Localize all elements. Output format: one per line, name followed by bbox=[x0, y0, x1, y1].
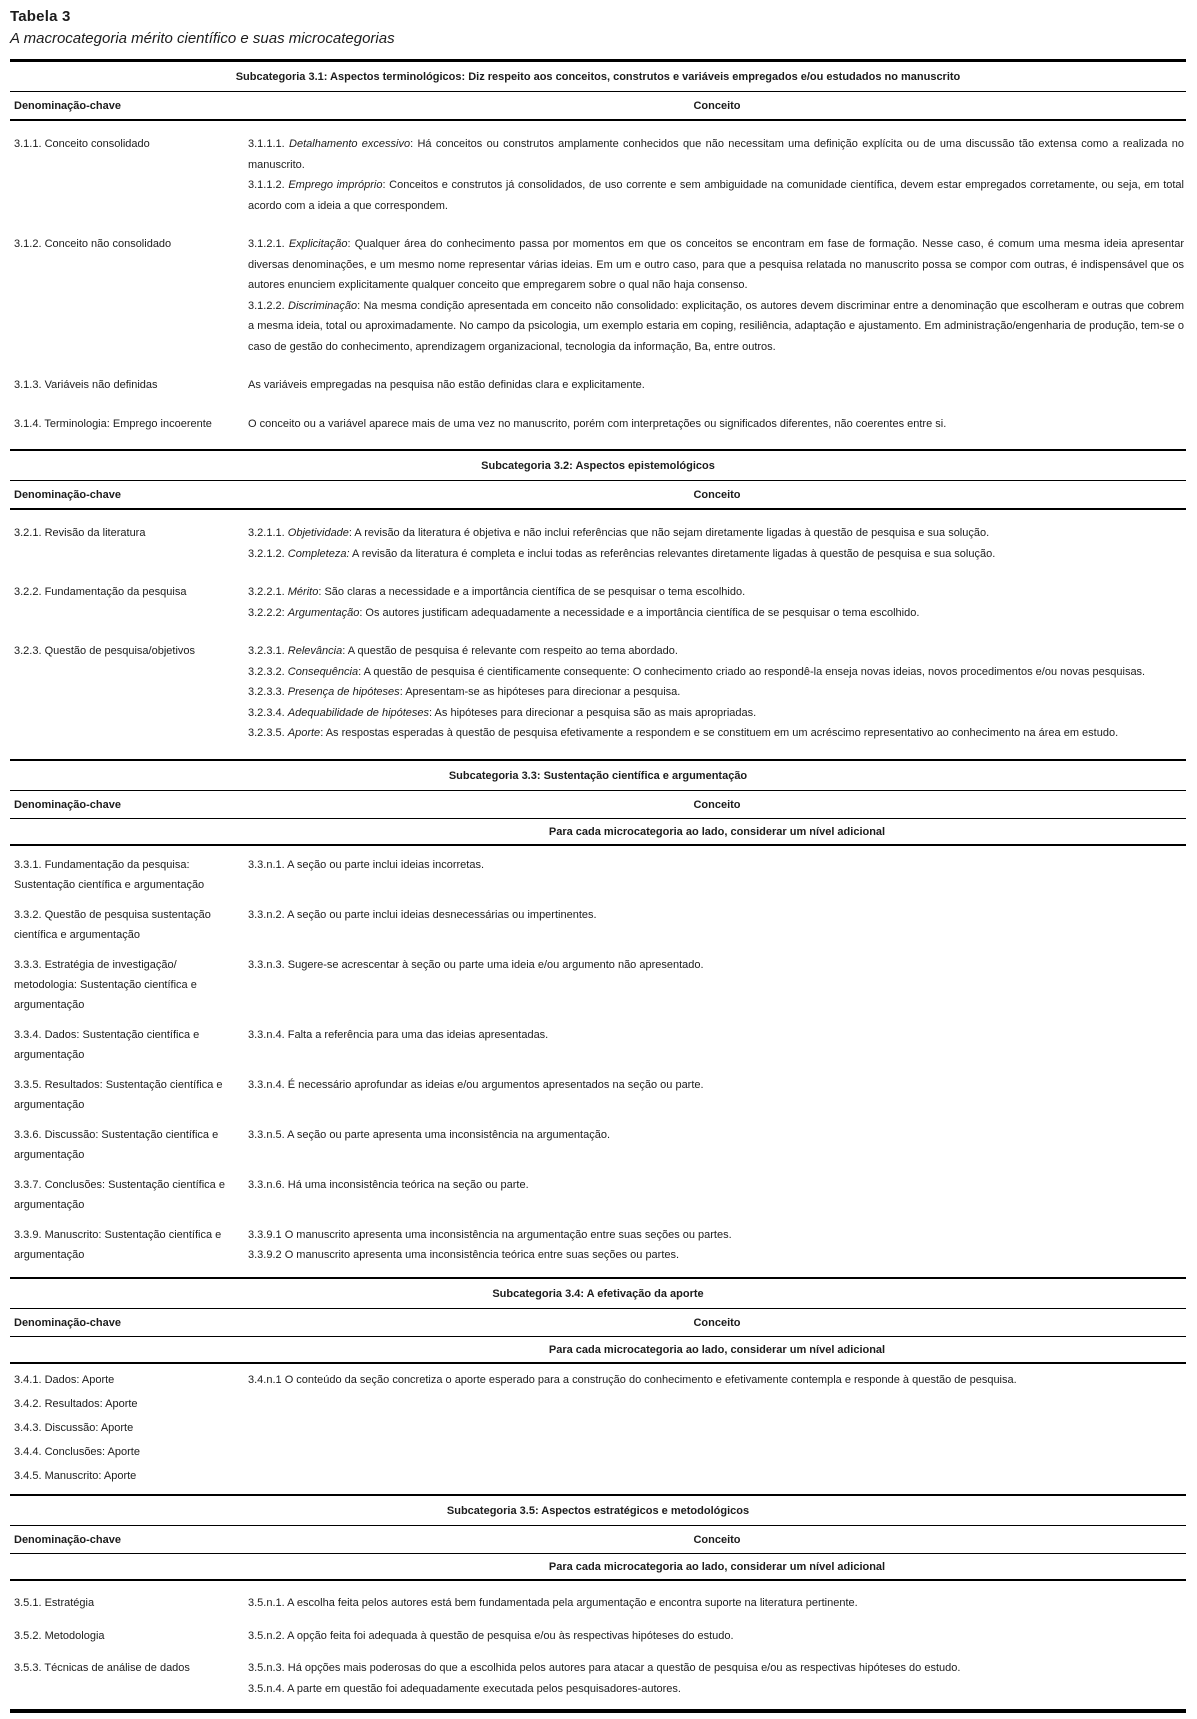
concept-name: Relevância bbox=[287, 645, 343, 657]
row-conceito bbox=[248, 1225, 1186, 1266]
row-denominacao: 3.4.5. Manuscrito: Aporte bbox=[14, 1470, 137, 1482]
table-row bbox=[10, 1392, 1186, 1416]
concept-item bbox=[248, 1125, 1184, 1146]
row-denominacao: 3.3.3. Estratégia de investigação/ metodologia: Sustentação científica e argumentação bbox=[14, 958, 197, 1011]
row-conceito bbox=[248, 234, 1186, 357]
row-denominacao: 3.2.2. Fundamentação da pesquisa bbox=[14, 586, 187, 598]
table-row bbox=[10, 225, 1186, 366]
table-row bbox=[10, 405, 1186, 444]
concept-number: 3.1.1.2. bbox=[248, 179, 285, 191]
column-header-conceito: Conceito bbox=[693, 100, 741, 112]
table-row bbox=[10, 950, 1186, 1020]
table-row bbox=[10, 1020, 1186, 1070]
concept-text: : A questão de pesquisa é cientificamente consequente: O conhecimento criado ao respondê-la enseja novas ideias, novos procedimentos e/ou novas pesquisas. bbox=[358, 665, 1146, 678]
concept-name: Explicitação bbox=[288, 238, 348, 250]
table-row bbox=[10, 1220, 1186, 1271]
column-header-conceito: Conceito bbox=[693, 798, 741, 811]
concept-item bbox=[248, 1025, 1184, 1046]
row-conceito bbox=[248, 1025, 1186, 1065]
column-header-conceito: Conceito bbox=[693, 489, 741, 501]
concept-text: O conceito ou a variável aparece mais de uma vez no manuscrito, porém com interpretações ou significados diferentes, não coerentes entre si. bbox=[248, 417, 947, 430]
section-body bbox=[10, 1364, 1186, 1495]
row-conceito bbox=[248, 1418, 1186, 1438]
concept-text: : As hipóteses para direcionar a pesquisa são as mais apropriadas. bbox=[429, 706, 757, 719]
concept-name: Discriminação bbox=[288, 299, 358, 312]
row-denominacao: 3.3.4. Dados: Sustentação científica e argumentação bbox=[14, 1028, 200, 1061]
concept-item bbox=[248, 641, 1184, 662]
concept-text: : As respostas esperadas à questão de pesquisa efetivamente a respondem e se constituem em um acréscimo representativo ao conhecimento na área em estudo. bbox=[320, 727, 1119, 739]
section-header: Subcategoria 3.1: Aspectos terminológicos: Diz respeito aos conceitos, construtos e variáveis empregados e/ou estudados no manuscrito bbox=[10, 62, 1186, 92]
column-header-denominacao-chave: Denominação-chave bbox=[14, 100, 121, 112]
concept-number: 3.2.3.2. bbox=[248, 665, 285, 678]
concept-item bbox=[248, 723, 1184, 744]
row-conceito bbox=[248, 1394, 1186, 1414]
concept-text: 3.3.9.1 O manuscrito apresenta uma inconsistência na argumentação entre suas seções ou partes. bbox=[248, 1228, 732, 1241]
row-conceito bbox=[248, 1593, 1186, 1614]
column-header-conceito: Conceito bbox=[693, 1534, 741, 1546]
column-header-row bbox=[10, 92, 1186, 121]
row-conceito bbox=[248, 1466, 1186, 1486]
concept-text: 3.3.n.1. A seção ou parte inclui ideias incorretas. bbox=[248, 858, 485, 871]
row-denominacao: 3.3.1. Fundamentação da pesquisa: Sustentação científica e argumentação bbox=[14, 858, 205, 891]
concept-item bbox=[248, 1245, 1184, 1266]
table-section bbox=[10, 59, 1186, 449]
concept-number: 3.2.1.1. bbox=[248, 527, 285, 539]
table-row bbox=[10, 850, 1186, 900]
table-row bbox=[10, 1120, 1186, 1170]
section-note-row bbox=[10, 819, 1186, 846]
concept-item bbox=[248, 296, 1184, 358]
concept-text: : Qualquer área do conhecimento passa por momentos em que os conceitos se encontram em fase de formação. Nesse caso, é comum uma mesma ideia apresentar diversas denominações, e um mesmo nome representar várias ideias. Em um e outro caso, para que a pesquisa relatada no manuscrito possa se compor com outras, é indispensável que os autores enunciem explicitamente qualquer conceito que empregarem sobre o qual não haja consenso. bbox=[248, 238, 1184, 291]
row-denominacao: 3.4.2. Resultados: Aporte bbox=[14, 1398, 138, 1410]
concept-name: Presença de hipóteses bbox=[287, 686, 400, 698]
table-row bbox=[10, 1170, 1186, 1220]
section-note: Para cada microcategoria ao lado, considerar um nível adicional bbox=[548, 825, 886, 838]
section-note-row bbox=[10, 1554, 1186, 1581]
concept-text: 3.3.n.3. Sugere-se acrescentar à seção ou parte uma ideia e/ou argumento não apresentado. bbox=[248, 958, 704, 971]
row-denominacao: 3.3.5. Resultados: Sustentação científica e argumentação bbox=[14, 1078, 223, 1111]
table-row bbox=[10, 900, 1186, 950]
row-conceito bbox=[248, 1175, 1186, 1215]
table-row bbox=[10, 1585, 1186, 1618]
table-section bbox=[10, 449, 1186, 759]
concept-item bbox=[248, 1225, 1184, 1246]
concept-name: Aporte bbox=[287, 727, 321, 739]
table-label: Tabela 3 bbox=[10, 8, 71, 25]
row-denominacao: 3.2.3. Questão de pesquisa/objetivos bbox=[14, 645, 196, 657]
concept-text: A revisão da literatura é completa e inclui todas as referências relevantes diretamente ligadas à questão de pesquisa e sua solução. bbox=[349, 547, 996, 560]
row-conceito bbox=[248, 1370, 1186, 1391]
row-denominacao: 3.3.2. Questão de pesquisa sustentação científica e argumentação bbox=[14, 908, 211, 941]
table-title: A macrocategoria mérito científico e suas microcategorias bbox=[10, 30, 395, 47]
row-conceito bbox=[248, 1442, 1186, 1462]
concept-item bbox=[248, 703, 1184, 724]
section-body bbox=[10, 846, 1186, 1277]
concept-number: 3.1.1.1. bbox=[248, 138, 285, 150]
row-conceito bbox=[248, 1626, 1186, 1647]
column-header-denominacao-chave: Denominação-chave bbox=[14, 489, 121, 501]
table-row bbox=[10, 514, 1186, 573]
section-body bbox=[10, 121, 1186, 449]
concept-name: Adequabilidade de hipóteses bbox=[287, 706, 430, 719]
concept-item bbox=[248, 582, 1184, 603]
table-row bbox=[10, 1070, 1186, 1120]
table-row bbox=[10, 1368, 1186, 1393]
concept-text: : Há conceitos ou construtos amplamente conhecidos que não necessitam uma definição explícita ou de uma discussão tão extensa como a realizada no manuscrito. bbox=[248, 138, 1185, 171]
concept-item bbox=[248, 134, 1184, 175]
row-conceito bbox=[248, 641, 1186, 744]
concept-text: : A questão de pesquisa é relevante com respeito ao tema abordado. bbox=[342, 645, 678, 657]
concept-text: : Os autores justificam adequadamente a necessidade e a importância científica de se pesquisar o tema escolhido. bbox=[359, 606, 920, 619]
concept-number: 3.2.3.5. bbox=[248, 727, 285, 739]
concept-text: 3.4.n.1 O conteúdo da seção concretiza o aporte esperado para a construção do conhecimento e efetivamente contempla e responde à questão de pesquisa. bbox=[248, 1373, 1017, 1386]
table-row bbox=[10, 1464, 1186, 1488]
row-conceito bbox=[248, 955, 1186, 1015]
concept-item bbox=[248, 234, 1184, 296]
concept-text: : São claras a necessidade e a importância científica de se pesquisar o tema escolhido. bbox=[318, 586, 746, 598]
concept-number: 3.1.2.1. bbox=[248, 238, 285, 250]
concept-item bbox=[248, 905, 1184, 926]
concept-item bbox=[248, 855, 1184, 876]
concept-number: 3.2.3.3. bbox=[248, 686, 285, 698]
table-row bbox=[10, 573, 1186, 632]
concept-text: : Na mesma condição apresentada em conceito não consolidado: explicitação, os autores devem discriminar entre a denominação que escolheram e outras que cobrem a mesma ideia, total ou aproximadamente. No campo da psicologia, um exemplo estaria em coping, resiliência, adaptação e ajustamento. Em administração/engenharia de produção, tem-se o caso de gestão do conhecimento, aprendizagem organizacional, tecnologia da informação, Ba, entre outros. bbox=[248, 299, 1184, 353]
concept-text: 3.5.n.1. A escolha feita pelos autores está bem fundamentada pela argumentação e encontra suporte na literatura pertinente. bbox=[248, 1597, 858, 1609]
table-row bbox=[10, 125, 1186, 225]
column-header-denominacao-chave: Denominação-chave bbox=[14, 1316, 121, 1329]
table-row bbox=[10, 632, 1186, 753]
concept-item bbox=[248, 682, 1184, 703]
table bbox=[10, 59, 1186, 1713]
concept-text: 3.5.n.4. A parte em questão foi adequadamente executada pelos pesquisadores-autores. bbox=[248, 1682, 681, 1695]
table-row bbox=[10, 1440, 1186, 1464]
concept-number: 3.1.2.2. bbox=[248, 299, 285, 312]
section-note: Para cada microcategoria ao lado, considerar um nível adicional bbox=[548, 1343, 886, 1356]
concept-text: 3.3.n.4. Falta a referência para uma das ideias apresentadas. bbox=[248, 1028, 549, 1041]
column-header-denominacao-chave: Denominação-chave bbox=[14, 798, 121, 811]
column-header-denominacao-chave: Denominação-chave bbox=[14, 1534, 121, 1546]
concept-item bbox=[248, 175, 1184, 216]
concept-name: Mérito bbox=[287, 586, 319, 598]
table-caption bbox=[10, 8, 1186, 47]
concept-text: 3.5.n.2. A opção feita foi adequada à questão de pesquisa e/ou às respectivas hipóteses do estudo. bbox=[248, 1629, 734, 1642]
row-conceito bbox=[248, 1658, 1186, 1699]
concept-item bbox=[248, 662, 1184, 683]
concept-item bbox=[248, 1370, 1184, 1391]
row-denominacao: 3.3.7. Conclusões: Sustentação científica e argumentação bbox=[14, 1178, 225, 1211]
row-denominacao: 3.2.1. Revisão da literatura bbox=[14, 527, 146, 539]
concept-name: Consequência bbox=[287, 665, 359, 678]
concept-item bbox=[248, 1626, 1184, 1647]
concept-item bbox=[248, 414, 1184, 435]
table-section bbox=[10, 1277, 1186, 1495]
row-denominacao: 3.5.3. Técnicas de análise de dados bbox=[14, 1662, 190, 1674]
table-row bbox=[10, 366, 1186, 405]
section-header: Subcategoria 3.5: Aspectos estratégicos e metodológicos bbox=[10, 1496, 1186, 1526]
concept-number: 3.2.2.2: bbox=[248, 606, 285, 619]
column-header-conceito: Conceito bbox=[693, 1316, 741, 1329]
concept-text: : Conceitos e construtos já consolidados, de uso corrente e sem ambiguidade na comunidade científica, devem estar empregados corretamente, ou seja, em total acordo com a ideia a que correspondem. bbox=[248, 179, 1184, 212]
table-row bbox=[10, 1618, 1186, 1651]
concept-text: 3.3.n.2. A seção ou parte inclui ideias desnecessárias ou impertinentes. bbox=[248, 908, 597, 921]
row-denominacao: 3.1.4. Terminologia: Emprego incoerente bbox=[14, 417, 212, 430]
row-denominacao: 3.1.2. Conceito não consolidado bbox=[14, 238, 172, 250]
concept-name: Completeza: bbox=[287, 547, 350, 560]
row-denominacao: 3.4.4. Conclusões: Aporte bbox=[14, 1446, 140, 1458]
concept-text: As variáveis empregadas na pesquisa não estão definidas clara e explicitamente. bbox=[248, 379, 645, 391]
concept-number: 3.2.3.4. bbox=[248, 706, 285, 719]
row-denominacao: 3.4.3. Discussão: Aporte bbox=[14, 1422, 134, 1434]
row-conceito bbox=[248, 582, 1186, 623]
concept-number: 3.2.2.1. bbox=[248, 586, 285, 598]
concept-item bbox=[248, 1175, 1184, 1196]
section-body bbox=[10, 1581, 1186, 1709]
row-conceito bbox=[248, 134, 1186, 216]
column-header-row bbox=[10, 1309, 1186, 1337]
table-section bbox=[10, 759, 1186, 1277]
row-denominacao: 3.4.1. Dados: Aporte bbox=[14, 1373, 115, 1386]
row-conceito bbox=[248, 905, 1186, 945]
section-note-row bbox=[10, 1337, 1186, 1364]
concept-name: Emprego impróprio bbox=[288, 179, 383, 191]
concept-item bbox=[248, 955, 1184, 976]
row-denominacao: 3.5.2. Metodologia bbox=[14, 1629, 105, 1642]
concept-item bbox=[248, 603, 1184, 624]
concept-text: 3.3.n.4. É necessário aprofundar as ideias e/ou argumentos apresentados na seção ou parte. bbox=[248, 1078, 704, 1091]
concept-item bbox=[248, 375, 1184, 396]
row-conceito bbox=[248, 523, 1186, 564]
section-header: Subcategoria 3.4: A efetivação da aporte bbox=[10, 1279, 1186, 1309]
row-denominacao: 3.5.1. Estratégia bbox=[14, 1597, 95, 1609]
row-conceito bbox=[248, 414, 1186, 435]
section-body bbox=[10, 510, 1186, 759]
concept-text: 3.5.n.3. Há opções mais poderosas do que a escolhida pelos autores para atacar a questão de pesquisa e/ou as respectivas hipóteses do estudo. bbox=[248, 1662, 961, 1674]
row-denominacao: 3.3.9. Manuscrito: Sustentação científica e argumentação bbox=[14, 1228, 222, 1261]
section-note: Para cada microcategoria ao lado, considerar um nível adicional bbox=[548, 1561, 886, 1573]
row-denominacao: 3.1.1. Conceito consolidado bbox=[14, 138, 150, 150]
concept-text: 3.3.9.2 O manuscrito apresenta uma inconsistência teórica entre suas seções ou partes. bbox=[248, 1249, 680, 1261]
row-denominacao: 3.3.6. Discussão: Sustentação científica e argumentação bbox=[14, 1128, 219, 1161]
column-header-row bbox=[10, 1526, 1186, 1554]
concept-text: : A revisão da literatura é objetiva e não inclui referências que não sejam diretamente ligadas à questão de pesquisa e sua solução. bbox=[348, 527, 990, 539]
concept-item bbox=[248, 1075, 1184, 1096]
section-header: Subcategoria 3.2: Aspectos epistemológicos bbox=[10, 451, 1186, 481]
concept-text: : Apresentam-se as hipóteses para direcionar a pesquisa. bbox=[399, 686, 681, 698]
section-header: Subcategoria 3.3: Sustentação científica e argumentação bbox=[10, 761, 1186, 791]
concept-name: Objetividade bbox=[287, 527, 349, 539]
table-row bbox=[10, 1650, 1186, 1703]
concept-item bbox=[248, 544, 1184, 565]
concept-name: Argumentação bbox=[287, 606, 360, 619]
row-conceito bbox=[248, 1125, 1186, 1165]
concept-number: 3.2.1.2. bbox=[248, 547, 285, 560]
concept-text: 3.3.n.5. A seção ou parte apresenta uma inconsistência na argumentação. bbox=[248, 1128, 611, 1141]
concept-item bbox=[248, 1593, 1184, 1614]
table-section bbox=[10, 1494, 1186, 1709]
concept-item bbox=[248, 1679, 1184, 1700]
concept-number: 3.2.3.1. bbox=[248, 645, 285, 657]
row-conceito bbox=[248, 375, 1186, 396]
column-header-row bbox=[10, 791, 1186, 819]
concept-item bbox=[248, 523, 1184, 544]
concept-item bbox=[248, 1658, 1184, 1679]
column-header-row bbox=[10, 481, 1186, 510]
concept-text: 3.3.n.6. Há uma inconsistência teórica na seção ou parte. bbox=[248, 1178, 529, 1191]
table-row bbox=[10, 1416, 1186, 1440]
row-conceito bbox=[248, 855, 1186, 895]
concept-name: Detalhamento excessivo bbox=[289, 138, 411, 150]
row-denominacao: 3.1.3. Variáveis não definidas bbox=[14, 379, 158, 391]
row-conceito bbox=[248, 1075, 1186, 1115]
